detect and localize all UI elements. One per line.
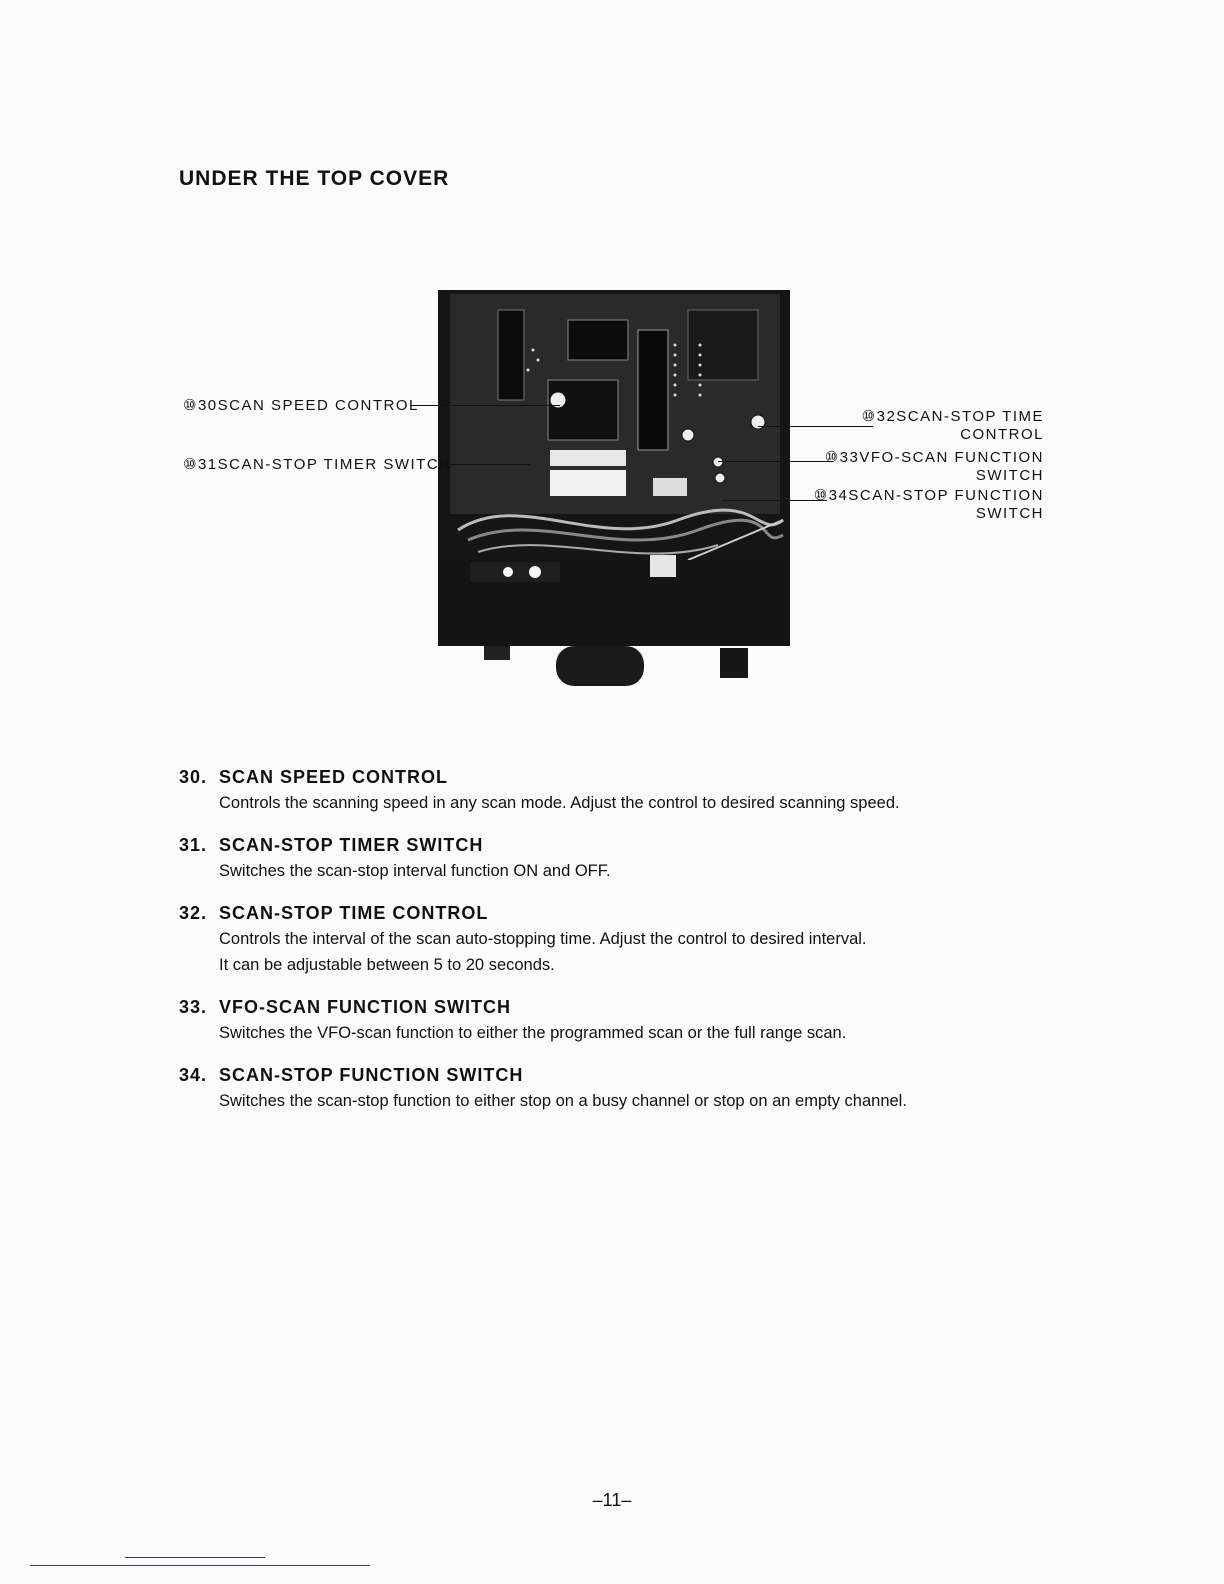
callout-32-line2: CONTROL (960, 426, 1044, 443)
item-number: 31. (179, 835, 208, 855)
item-title: SCAN-STOP TIMER SWITCH (219, 835, 484, 855)
callout-30-leader (410, 405, 560, 406)
radio-circuit-board-photo-icon (438, 290, 790, 690)
item-description (219, 926, 1059, 978)
callout-34-scan-stop-function-switch (814, 487, 1044, 523)
item-description (219, 1020, 1059, 1046)
callout-32-scan-stop-time-control (862, 408, 1044, 444)
item-description-line: Switches the scan-stop interval function ON and OFF. (219, 862, 611, 880)
item-number: 33. (179, 997, 208, 1017)
callout-34-leader (722, 500, 827, 501)
item-number: 32. (179, 903, 208, 923)
item-description-line: Controls the scanning speed in any scan mode. Adjust the control to desired scanning speed. (219, 794, 900, 812)
callout-33-leader (718, 461, 833, 462)
item-number: 30. (179, 767, 208, 787)
callout-33-line1: ⑩33VFO-SCAN FUNCTION (824, 449, 1044, 466)
item-description-line: It can be adjustable between 5 to 20 seconds. (219, 956, 555, 974)
callout-33-vfo-scan-function-switch (825, 449, 1044, 485)
item-title: SCAN-STOP FUNCTION SWITCH (219, 1065, 524, 1085)
item-description (219, 1088, 1059, 1114)
item-description-line: Switches the scan-stop function to either stop on a busy channel or stop on an empty channel. (219, 1092, 907, 1110)
callout-33-line2: SWITCH (975, 467, 1044, 484)
callout-34-line1: ⑩34SCAN-STOP FUNCTION (813, 487, 1044, 504)
item-title: SCAN-STOP TIME CONTROL (219, 903, 489, 923)
list-item (179, 1065, 1059, 1114)
callout-31-scan-stop-timer-switch: ⑩31SCAN-STOP TIMER SWITCH (183, 456, 452, 473)
item-description (219, 858, 1059, 884)
callout-34-line2: SWITCH (975, 505, 1044, 522)
item-description (219, 790, 1059, 816)
callout-32-line1: ⑩32SCAN-STOP TIME (861, 408, 1044, 425)
footer-divider (125, 1557, 265, 1558)
section-title: UNDER THE TOP COVER (179, 167, 450, 190)
item-number: 34. (179, 1065, 208, 1085)
list-item (179, 903, 1059, 978)
callout-32-leader (758, 426, 873, 427)
item-title: SCAN SPEED CONTROL (219, 767, 449, 787)
item-description-line: Switches the VFO-scan function to either the programmed scan or the full range scan. (219, 1024, 847, 1042)
footer-divider (30, 1565, 370, 1566)
item-title: VFO-SCAN FUNCTION SWITCH (219, 997, 511, 1017)
callout-30-scan-speed-control: ⑩30SCAN SPEED CONTROL (183, 397, 419, 414)
list-item (179, 835, 1059, 884)
page-number: –11– (592, 1490, 632, 1510)
control-descriptions-list (179, 767, 1059, 1133)
list-item (179, 767, 1059, 816)
callout-31-leader (440, 464, 530, 465)
list-item (179, 997, 1059, 1046)
item-description-line: Controls the interval of the scan auto-stopping time. Adjust the control to desired interval. (219, 930, 867, 948)
